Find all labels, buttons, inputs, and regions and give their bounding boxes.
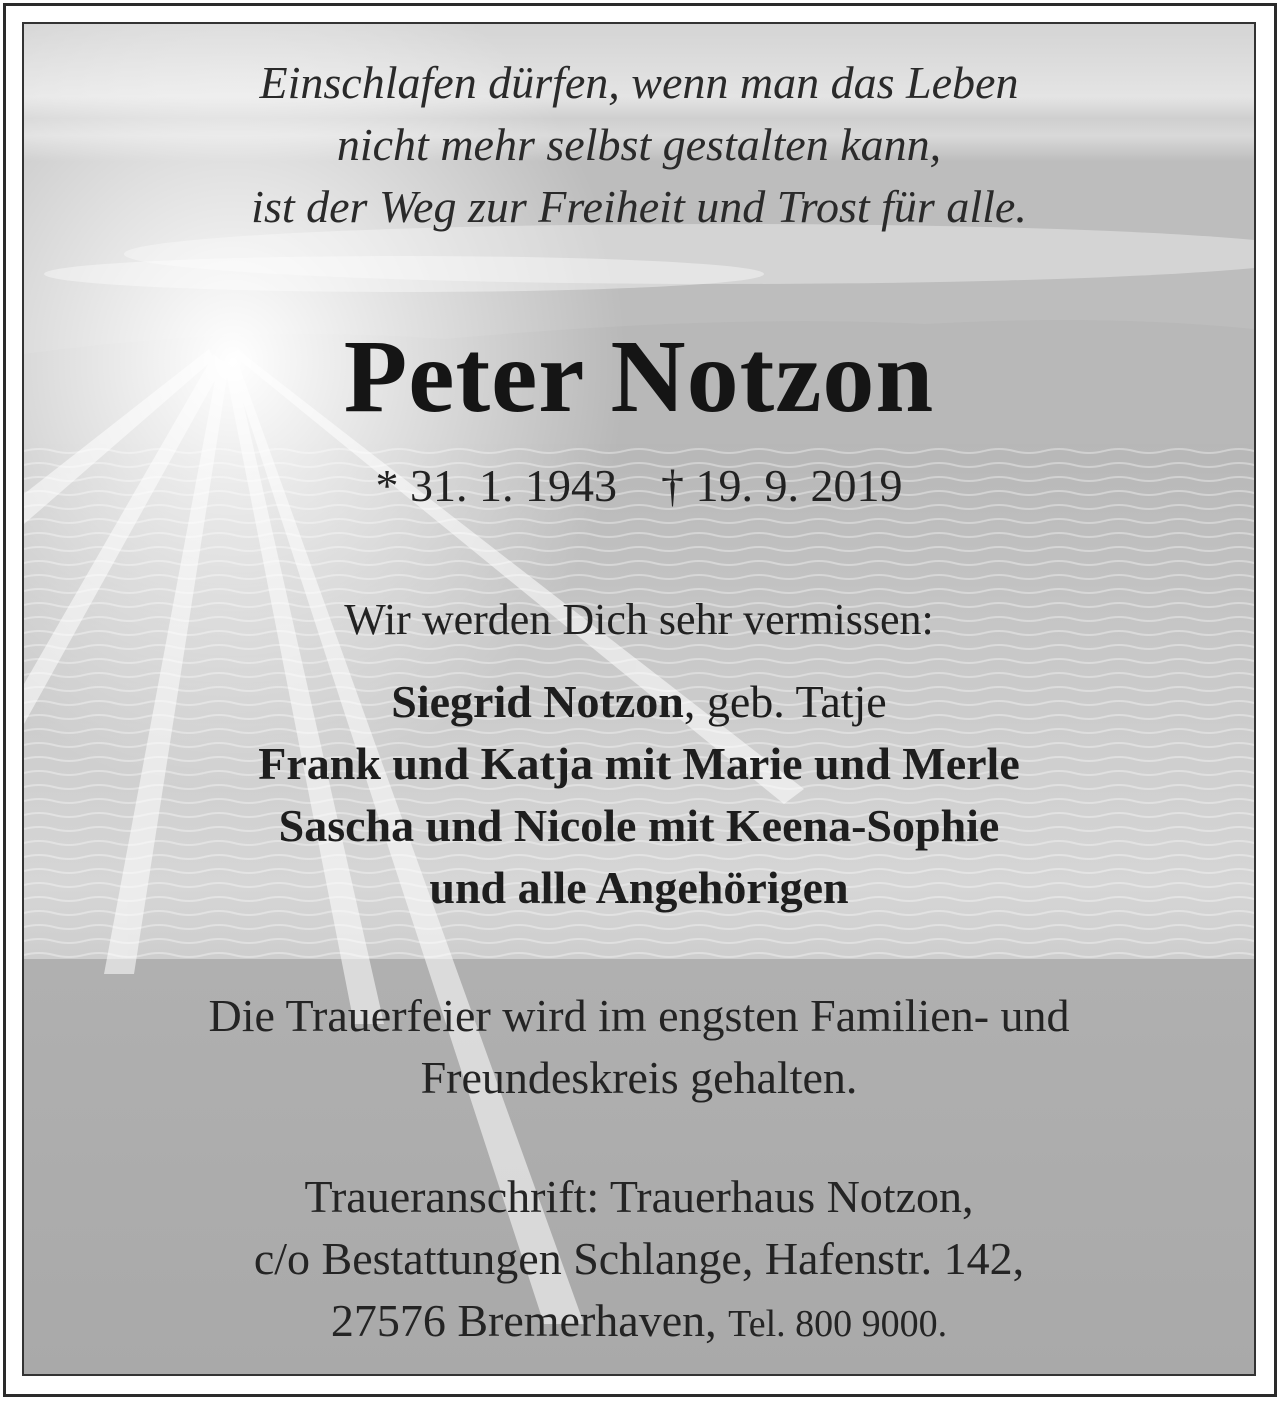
address-line-3 (24, 1290, 1254, 1355)
wife-name: Siegrid Notzon (391, 676, 684, 727)
motto-line-2: nicht mehr selbst gestalten kann, (336, 119, 942, 170)
notice-outer-frame (3, 3, 1277, 1397)
notice-inner-frame (22, 22, 1256, 1376)
death-date: † 19. 9. 2019 (661, 460, 903, 511)
address-city: 27576 Bremerhaven, (330, 1295, 717, 1346)
miss-line: Wir werden Dich sehr vermissen: (344, 595, 934, 644)
family-line-1: Frank und Katja mit Marie und Merle (258, 738, 1020, 789)
birth-date: * 31. 1. 1943 (375, 460, 617, 511)
notice-content (24, 24, 1254, 1374)
phone-number: Tel. 800 9000. (728, 1303, 948, 1345)
ceremony-line-1: Die Trauerfeier wird im engsten Familien- und (208, 990, 1070, 1041)
address-line-1: Traueranschrift: Trauerhaus Notzon, (304, 1171, 974, 1222)
family-line-3: und alle Angehörigen (429, 862, 849, 913)
family-line-2: Sascha und Nicole mit Keena-Sophie (278, 800, 1000, 851)
deceased-name: Peter Notzon (343, 319, 935, 434)
wife-maiden-name: , geb. Tatje (683, 676, 887, 727)
ceremony-line-2: Freundeskreis gehalten. (420, 1052, 858, 1103)
family-wife-line (24, 671, 1254, 733)
address-line-2: c/o Bestattungen Schlange, Hafenstr. 142, (253, 1233, 1025, 1284)
motto-line-1: Einschlafen dürfen, wenn man das Leben (259, 57, 1019, 108)
motto-line-3: ist der Weg zur Freiheit und Trost für alle. (251, 181, 1027, 232)
life-dates (24, 458, 1254, 514)
